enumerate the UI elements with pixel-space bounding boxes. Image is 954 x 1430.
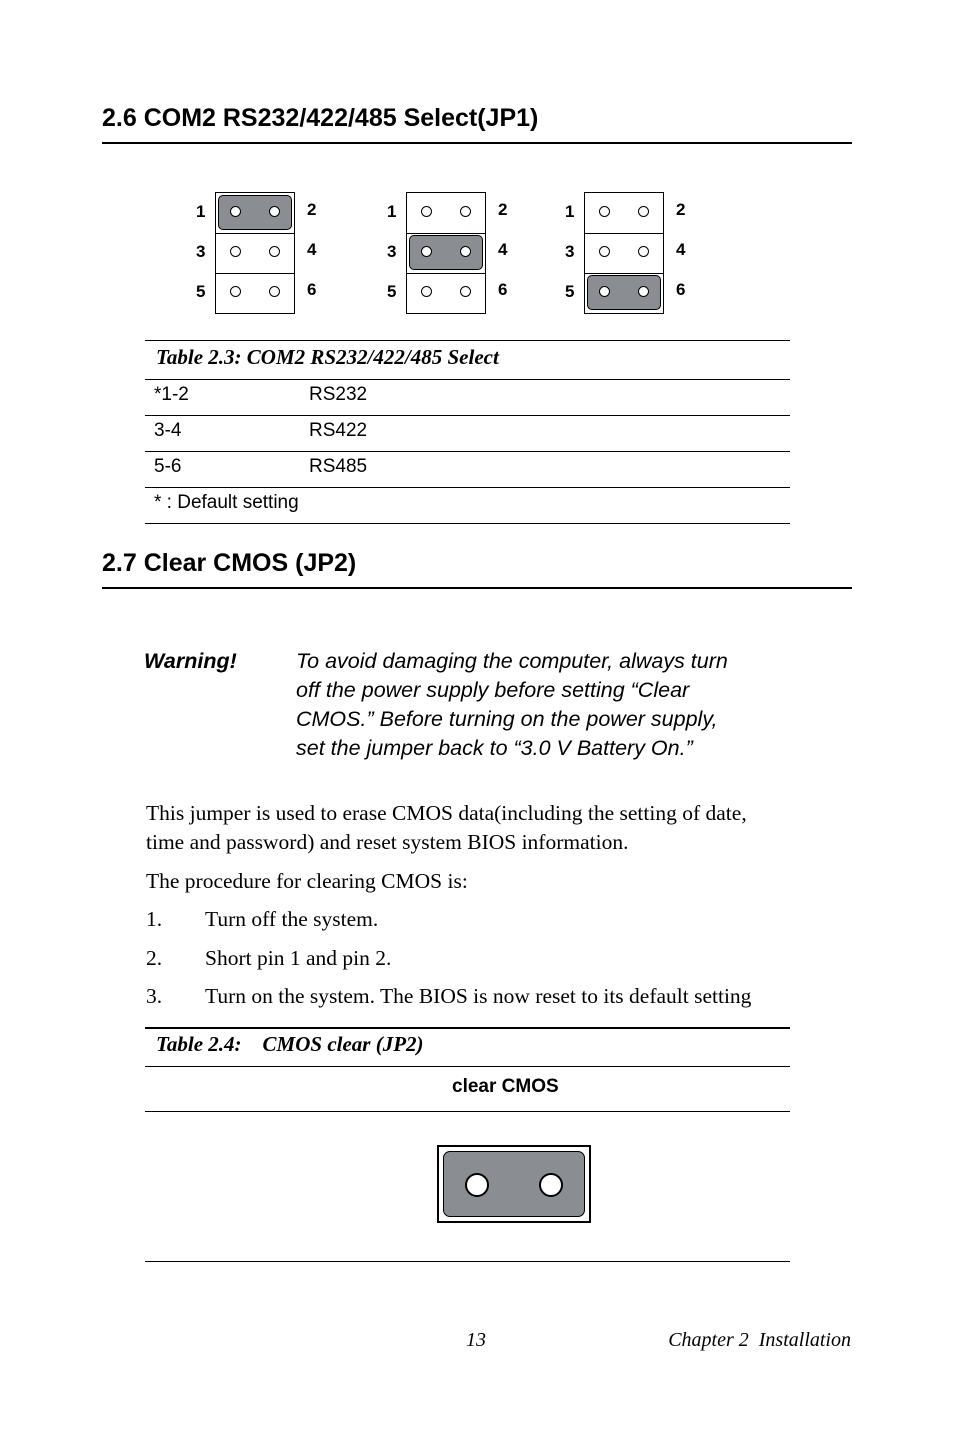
table-rule	[145, 451, 790, 452]
section-heading-2-7: 2.7 Clear CMOS (JP2)	[102, 549, 357, 577]
table-cell-mode: RS232	[309, 384, 368, 405]
jumper-pin	[599, 286, 610, 297]
jumper-divider	[585, 273, 663, 274]
jumper-row	[216, 233, 294, 273]
jumper-row	[407, 273, 485, 313]
pin-label-right: 6	[676, 280, 686, 299]
jumper-pin	[269, 286, 280, 297]
jumper-pin	[421, 206, 432, 217]
pin-label-left: 1	[387, 202, 397, 221]
table-note: * : Default setting	[154, 492, 299, 513]
pin-label-left: 3	[565, 242, 575, 261]
jumper-pin	[269, 206, 280, 217]
jumper-pin	[638, 206, 649, 217]
pin-label-left: 1	[565, 202, 575, 221]
jumper-pin	[599, 246, 610, 257]
table-2-3-title: Table 2.3: COM2 RS232/422/485 Select	[156, 345, 499, 369]
step-text: Turn on the system. The BIOS is now reset to its default setting	[205, 984, 752, 1008]
table-rule	[145, 340, 790, 341]
table-rule	[145, 1066, 790, 1067]
table-rule	[145, 415, 790, 416]
table-rule	[145, 523, 790, 524]
pin-label-left: 3	[196, 242, 206, 261]
table-cell-pins: 5-6	[154, 456, 182, 477]
warning-line: To avoid damaging the computer, always turn	[296, 649, 728, 673]
table-cell-mode: RS422	[309, 420, 368, 441]
table-column-header: clear CMOS	[452, 1076, 559, 1097]
table-cell-pins: *1-2	[154, 384, 189, 405]
pin-1	[465, 1173, 489, 1197]
jumper-row	[216, 273, 294, 313]
jumper-pin	[269, 246, 280, 257]
pin-label-right: 2	[307, 200, 317, 219]
jumper-pin	[638, 286, 649, 297]
body-paragraph: The procedure for clearing CMOS is:	[146, 869, 468, 893]
chapter-footer: Chapter 2 Installation	[668, 1329, 851, 1351]
pin-label-right: 4	[498, 240, 508, 259]
pin-label-right: 6	[307, 280, 317, 299]
page-number: 13	[466, 1329, 486, 1351]
pin-label-left: 5	[565, 282, 575, 301]
jumper-divider	[216, 233, 294, 234]
table-rule	[145, 1261, 790, 1262]
warning-text	[296, 647, 816, 763]
pin-label-left: 5	[387, 282, 397, 301]
pin-label-right: 6	[498, 280, 508, 299]
jp1-jumper-block	[215, 192, 295, 314]
jumper-pin	[638, 246, 649, 257]
jumper-row-shorted	[585, 273, 663, 313]
warning-line: CMOS.” Before turning on the power supply,	[296, 707, 718, 731]
table-rule	[145, 1027, 790, 1029]
jumper-divider	[585, 233, 663, 234]
warning-label: Warning!	[144, 649, 237, 673]
pin-label-right: 2	[676, 200, 686, 219]
jumper-row-shorted	[216, 193, 294, 233]
jumper-row	[407, 193, 485, 233]
step-number: 2.	[146, 946, 163, 970]
pin-label-right: 4	[676, 240, 686, 259]
body-paragraph-line: This jumper is used to erase CMOS data(including the setting of date,	[146, 801, 747, 825]
pin-label-left: 3	[387, 242, 397, 261]
jumper-row	[585, 193, 663, 233]
step-text: Short pin 1 and pin 2.	[205, 946, 392, 970]
jumper-pin	[230, 246, 241, 257]
heading-rule	[102, 142, 852, 144]
jumper-row	[585, 233, 663, 273]
pin-label-right: 2	[498, 200, 508, 219]
jumper-pin	[230, 206, 241, 217]
jp1-jumper-block	[406, 192, 486, 314]
table-rule	[145, 487, 790, 488]
jp2-jumper-diagram	[437, 1145, 591, 1223]
jumper-pin	[460, 246, 471, 257]
jumper-row-shorted	[407, 233, 485, 273]
table-cell-pins: 3-4	[154, 420, 182, 441]
jumper-pin	[230, 286, 241, 297]
table-rule	[145, 379, 790, 380]
body-paragraph-line: time and password) and reset system BIOS information.	[146, 830, 629, 854]
step-number: 1.	[146, 907, 163, 931]
table-2-4-title: Table 2.4: CMOS clear (JP2)	[156, 1032, 424, 1056]
jumper-pin	[599, 206, 610, 217]
jumper-pin	[460, 286, 471, 297]
jumper-pin	[421, 246, 432, 257]
pin-2	[539, 1173, 563, 1197]
jumper-pin	[421, 286, 432, 297]
pin-label-left: 1	[196, 202, 206, 221]
pin-label-left: 5	[196, 282, 206, 301]
jumper-divider	[407, 273, 485, 274]
warning-line: set the jumper back to “3.0 V Battery On.”	[296, 736, 693, 760]
step-number: 3.	[146, 984, 163, 1008]
jumper-divider	[216, 273, 294, 274]
section-heading-2-6: 2.6 COM2 RS232/422/485 Select(JP1)	[102, 104, 539, 132]
jumper-pin	[460, 206, 471, 217]
warning-line: off the power supply before setting “Clear	[296, 678, 690, 702]
table-cell-mode: RS485	[309, 456, 368, 477]
jumper-divider	[407, 233, 485, 234]
step-text: Turn off the system.	[205, 907, 379, 931]
jp1-jumper-block	[584, 192, 664, 314]
heading-rule	[102, 587, 852, 589]
table-rule	[145, 1111, 790, 1112]
pin-label-right: 4	[307, 240, 317, 259]
